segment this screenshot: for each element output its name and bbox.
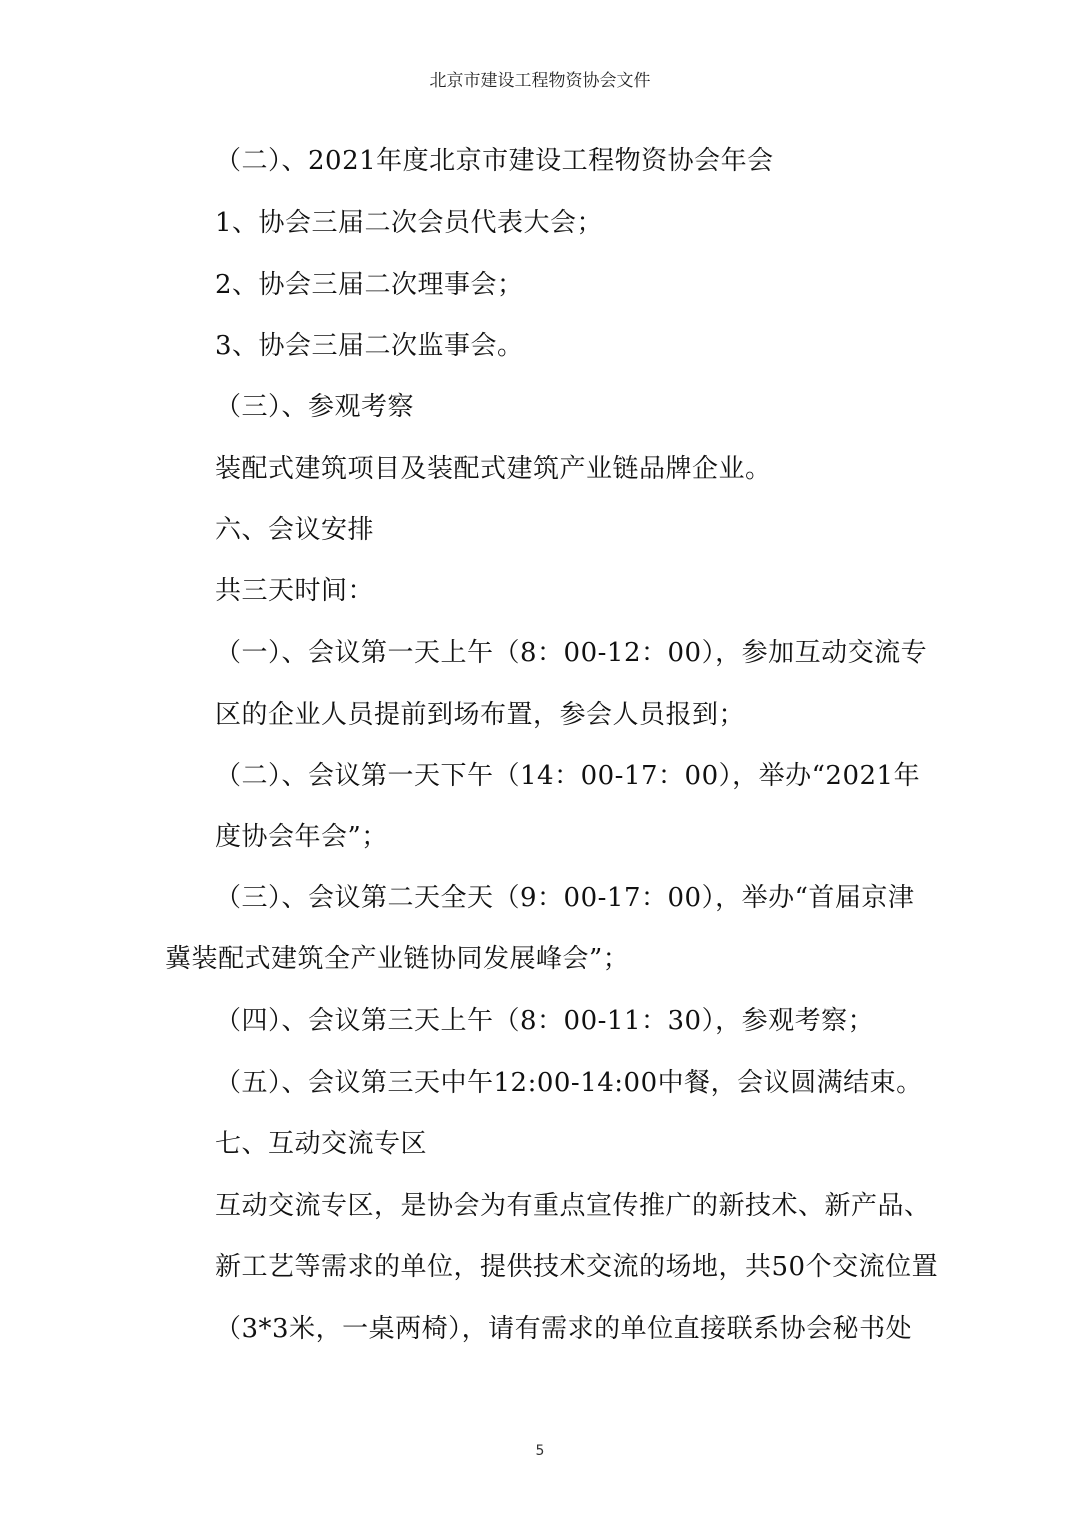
text-line: 共三天时间：	[215, 576, 375, 606]
text-line: （二）、会议第一天下午（14：00-17：00），举办“2021年	[215, 761, 921, 791]
document-header: 北京市建设工程物资协会文件	[429, 71, 651, 91]
text-line: 2、协会三届二次理事会；	[215, 270, 524, 300]
text-line: （三）、参观考察	[215, 392, 415, 422]
text-line: （三）、会议第二天全天（9：00-17：00），举办“首届京津	[215, 883, 915, 913]
text-line: 七、互动交流专区	[215, 1129, 428, 1159]
text-line: 度协会年会”；	[215, 822, 388, 852]
text-line: （二）、2021年度北京市建设工程物资协会年会	[215, 146, 774, 176]
text-line: 3、协会三届二次监事会。	[215, 331, 524, 361]
text-line: 区的企业人员提前到场布置，参会人员报到；	[215, 700, 746, 730]
text-line: 装配式建筑项目及装配式建筑产业链品牌企业。	[215, 454, 772, 484]
text-line: 新工艺等需求的单位，提供技术交流的场地，共50个交流位置	[215, 1252, 939, 1282]
page-number: 5	[535, 1443, 545, 1459]
text-line: （四）、会议第三天上午（8：00-11：30），参观考察；	[215, 1006, 875, 1036]
text-line: （一）、会议第一天上午（8：00-12：00），参加互动交流专	[215, 638, 928, 668]
text-line: 互动交流专区，是协会为有重点宣传推广的新技术、新产品、	[215, 1191, 931, 1221]
text-line: （五）、会议第三天中午12:00-14:00中餐，会议圆满结束。	[215, 1068, 923, 1098]
text-line: 1、协会三届二次会员代表大会；	[215, 208, 604, 238]
text-line: 冀装配式建筑全产业链协同发展峰会”；	[165, 944, 630, 974]
text-line: 六、会议安排	[215, 515, 375, 545]
text-line: （3*3米，一桌两椅），请有需求的单位直接联系协会秘书处	[215, 1314, 913, 1344]
